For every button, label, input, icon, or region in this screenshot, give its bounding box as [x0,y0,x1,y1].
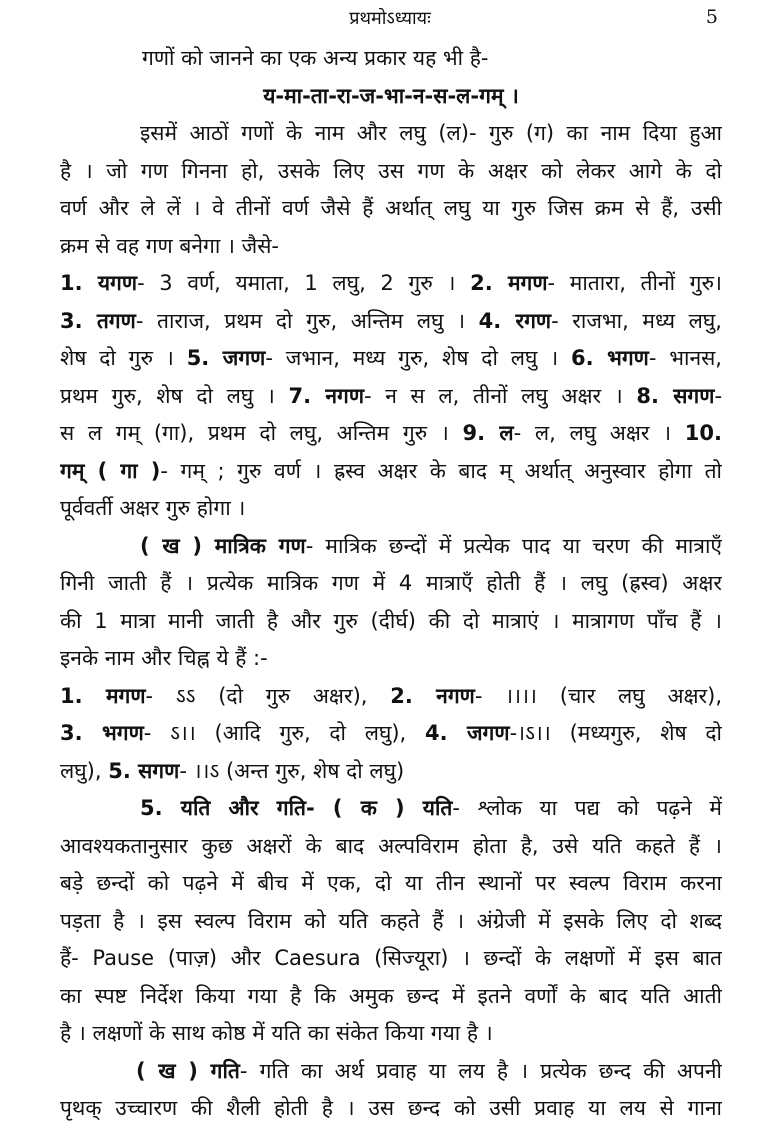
text-line: वर्ण और ले लें । वे तीनों वर्ण जैसे हैं अर्थात् लघु या गुरु जिस क्रम से हैं, उसी [60,196,722,220]
text-line: है । जो गण गिनना हो, उसके लिए उस गण के अक्षर को लेकर आगे के दो [60,158,722,183]
text-line: ( ख ) मात्रिक गण- मात्रिक छन्दों में प्रत्येक पाद या चरण की मात्राएँ [140,533,722,558]
text-line: 3. भगण- ऽ।। (आदि गुरु, दो लघु), 4. जगण-।ऽ।। (मध्यगुरु, शेष दो [60,721,722,745]
text-line: 3. तगण- ताराज, प्रथम दो गुरु, अन्तिम लघु । 4. रगण- राजभा, मध्य लघु, [60,308,722,333]
text-line: पृथक् उच्चारण की शैली होती है । उस छन्द को उसी प्रवाह या लय से गाना [60,1096,722,1120]
text-line: ( ख ) गति- गति का अर्थ प्रवाह या लय है । प्रत्येक छन्द की अपनी [136,1058,722,1083]
text-line: शेष दो गुरु । 5. जगण- जभान, मध्य गुरु, शेष दो लघु । 6. भगण- भानस, [60,346,722,370]
text-line: प्रथम गुरु, शेष दो लघु । 7. नगण- न स ल, तीनों लघु अक्षर । 8. सगण- [60,383,722,408]
text-line: पड़ता है । इस स्वल्प विराम को यति कहते हैं । अंग्रेजी में इसके लिए दो शब्द [60,908,722,933]
text-line: लघु), 5. सगण- ।।ऽ (अन्त गुरु, शेष दो लघु) [60,758,405,783]
running-head: प्रथमोऽध्यायः [349,8,431,29]
page-header [0,4,780,34]
text-line: 1. मगण- ऽऽ (दो गुरु अक्षर), 2. नगण- ।।।। (चार लघु अक्षर), [60,683,722,708]
text-line: का स्पष्ट निर्देश किया गया है कि अमुक छन्द में इतने वर्णों के बाद यति आती [60,983,722,1008]
page-number: 5 [705,6,718,28]
gana-sutra-line: य-मा-ता-रा-ज-भा-न-स-ल-गम् । [263,83,519,108]
text-line: गम् ( गा )- गम् ; गुरु वर्ण । ह्रस्व अक्षर के बाद म् अर्थात् अनुस्वार होगा तो [60,458,722,483]
text-line: इनके नाम और चिह्न ये हैं :- [60,646,268,670]
text-line: है । लक्षणों के साथ कोष्ठ में यति का संकेत किया गया है । [60,1021,493,1045]
text-line: स ल गम् (गा), प्रथम दो लघु, अन्तिम गुरु । 9. ल- ल, लघु अक्षर । 10. [60,421,722,445]
text-line: गिनी जाती हैं । प्रत्येक मात्रिक गण में 4 मात्राएँ होती हैं । लघु (ह्रस्व) अक्षर [60,571,722,595]
text-line: 5. यति और गति- ( क ) यति- श्लोक या पद्य को पढ़ने में [140,796,722,820]
text-line: गणों को जानने का एक अन्य प्रकार यह भी है- [142,46,489,70]
text-line: बड़े छन्दों को पढ़ने में बीच में एक, दो या तीन स्थानों पर स्वल्प विराम करना [60,871,722,895]
text-line: 1. यगण- 3 वर्ण, यमाता, 1 लघु, 2 गुरु । 2. मगण- मातारा, तीनों गुरु। [60,271,722,295]
text-line: पूर्ववर्ती अक्षर गुरु होगा । [60,496,246,520]
page-body [60,40,722,1128]
text-line: क्रम से वह गण बनेगा । जैसे- [60,233,279,258]
text-line: आवश्यकतानुसार कुछ अक्षरों के बाद अल्पविराम होता है, उसे यति कहते हैं । [60,833,722,858]
text-line: की 1 मात्रा मानी जाती है और गुरु (दीर्घ) की दो मात्राएं । मात्रागण पाँच हैं । [60,608,722,633]
text-line: हैं- Pause (पाज़) और Caesura (सिज्यूरा) । छन्दों के लक्षणों में इस बात [60,946,722,970]
text-line: इसमें आठों गणों के नाम और लघु (ल)- गुरु (ग) का नाम दिया हुआ [140,121,722,145]
